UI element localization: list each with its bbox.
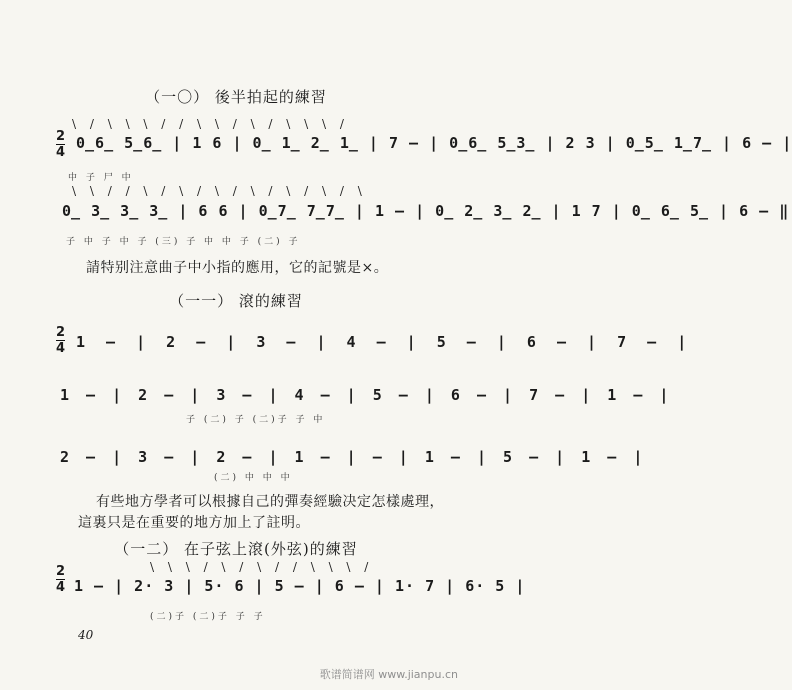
fingering-row-5: (二) 中 中 中: [214, 473, 293, 483]
time-signature-bottom: 4: [56, 145, 66, 160]
time-signature-bottom-3: 4: [56, 580, 66, 595]
fingering-row-6: (二)子 (二)子 子 子: [150, 612, 266, 622]
note-paragraph-2-line-1: 有些地方學者可以根據自己的彈奏經驗决定怎樣處理，: [96, 494, 444, 510]
time-signature-1: [56, 130, 65, 159]
score-row-3: 1 – | 2 – | 3 – | 4 – | 5 – | 6 – | 7 – |: [76, 333, 693, 351]
time-signature-2: [56, 326, 65, 355]
note-paragraph-1: 請特别注意曲子中小指的應用，它的記號是×。: [86, 260, 389, 276]
bowing-marks-row-2: \ \ / / \ / \ / \ / \ / \ / \ / \: [72, 184, 367, 198]
watermark: 歌谱简谱网 www.jianpu.cn: [319, 668, 458, 681]
fingering-row-4: 子 (二) 子 (二)子 子 中: [186, 415, 326, 425]
score-row-5: 2 – | 3 – | 2 – | 1 – | – | 1 – | 5 – | 1 – |: [60, 448, 647, 466]
section-10-title: （一〇） 後半拍起的練習: [145, 88, 327, 106]
fingering-row-1: 中 子 尸 中: [68, 173, 134, 183]
time-signature-top: 2: [56, 129, 66, 144]
time-signature-bottom-2: 4: [56, 341, 66, 356]
fingering-row-2: 子 中 子 中 子 (三) 子 中 中 子 (二) 子: [66, 237, 301, 247]
section-11-title: （一一） 滾的練習: [169, 292, 303, 310]
page-number: 40: [78, 628, 94, 642]
time-signature-3: [56, 565, 65, 594]
score-row-4: 1 – | 2 – | 3 – | 4 – | 5 – | 6 – | 7 – | 1 – |: [60, 386, 673, 404]
bowing-marks-row-6: \ \ \ / \ / \ / / \ \ \ /: [150, 560, 374, 574]
score-row-1: 0̲6̲ 5̲6̲ | 1 6 | 0̲ 1̲ 2̲ 1̲ | 7 – | 0̲6̲ 5̲3̲ | 2 3 | 0̲5̲ 1̲7̲ | 6 – |: [76, 134, 792, 152]
section-12-title: （一二） 在子弦上滾(外弦)的練習: [114, 540, 358, 558]
note-paragraph-2-line-2: 這裏只是在重要的地方加上了註明。: [78, 515, 310, 531]
time-signature-top-2: 2: [56, 325, 66, 340]
bowing-marks-row-1: \ / \ \ \ / / \ \ / \ / \ \ \ /: [72, 117, 349, 131]
score-row-6: 1 – | 2· 3 | 5· 6 | 5 – | 6 – | 1· 7 | 6· 5 |: [74, 577, 526, 595]
score-row-2: 0̲ 3̲ 3̲ 3̲ | 6 6 | 0̲7̲ 7̲7̲ | 1 – | 0̲ 2̲ 3̲ 2̲ | 1 7 | 0̲ 6̲ 5̲ | 6 – ‖: [62, 202, 790, 220]
time-signature-top-3: 2: [56, 564, 66, 579]
